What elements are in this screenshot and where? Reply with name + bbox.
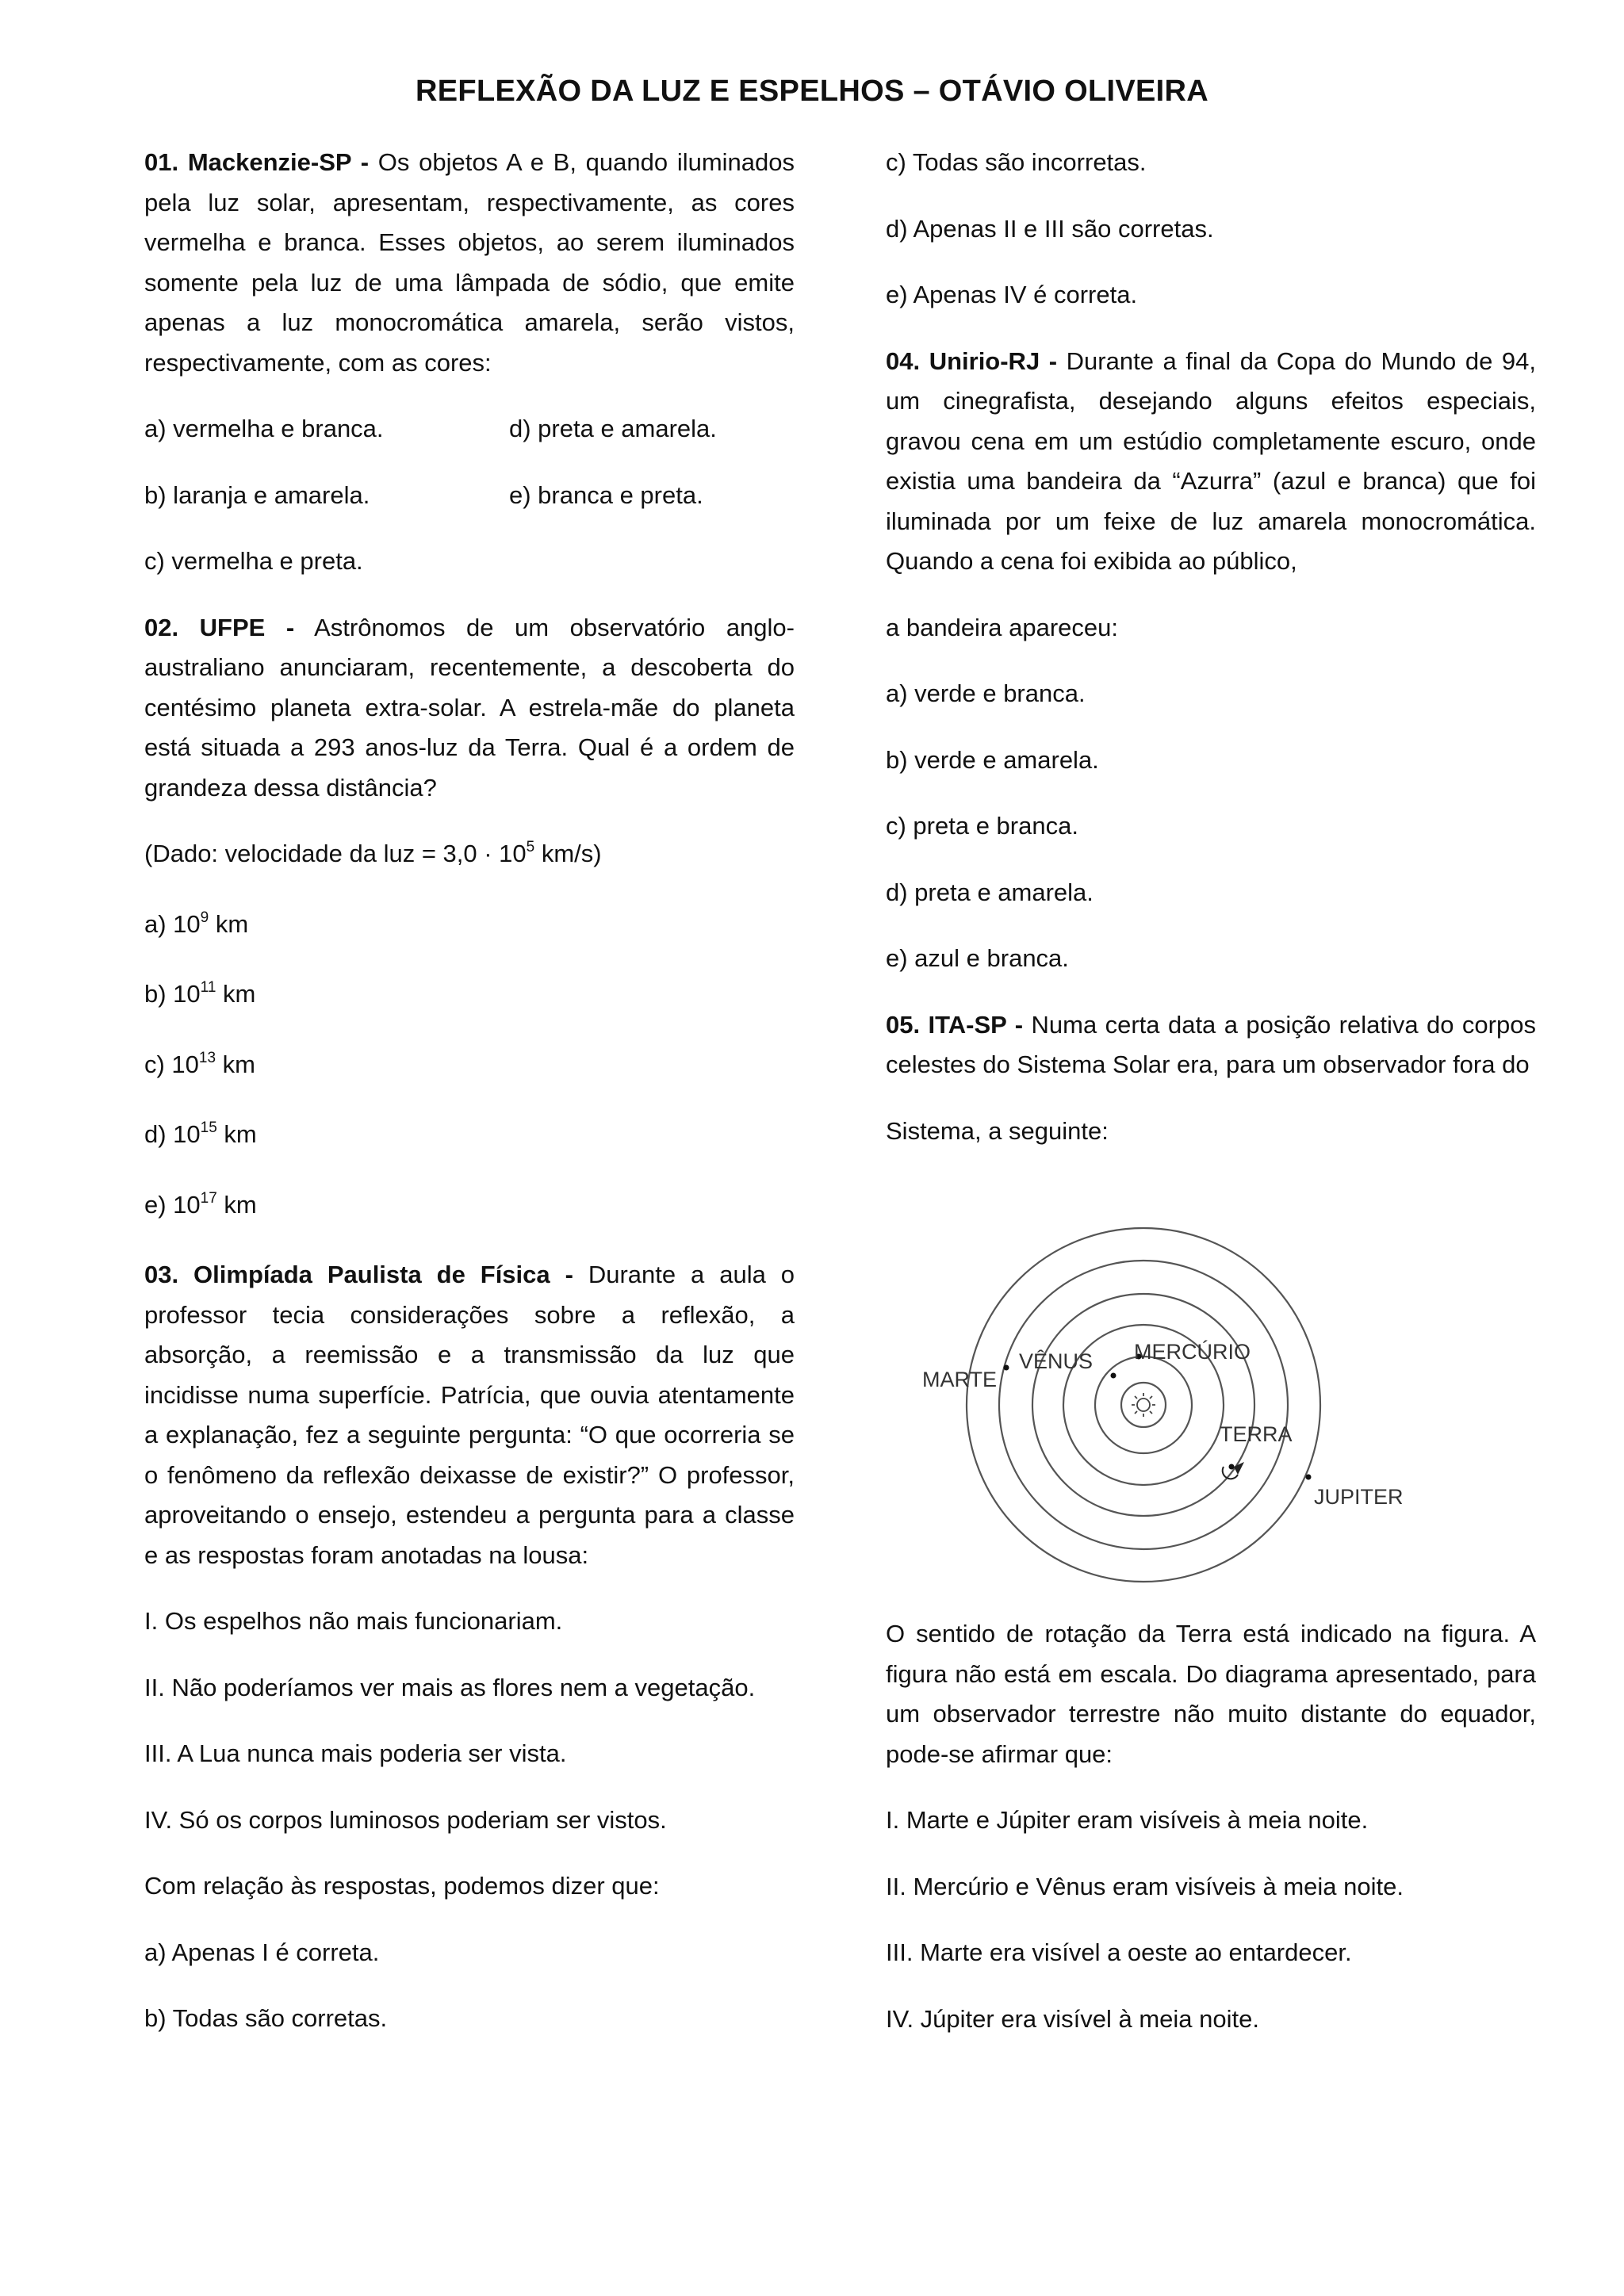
question-number: 04. (886, 346, 921, 375)
statement-4: IV. Só os corpos luminosos poderiam ser vistos. (144, 1805, 667, 1834)
question-number: 05. (886, 1010, 921, 1039)
orbit-mercury (1095, 1357, 1192, 1453)
option-row (144, 409, 795, 450)
question-text: Durante a aula o professor tecia considerações sobre a reflexão, a absorção, a reemissão e a transmissão da luz que incidisse numa superfície. Patrícia, que ouvia atentamente a explanação, fez a seguinte pergunta: “O que ocorreria se o fenômeno da reflexão deixasse de existir?” O professor, aproveitando o ensejo, estendeu a pergunta para a classe e as respostas foram anotadas na lousa: (144, 1261, 795, 1569)
exponent: 5 (526, 839, 535, 855)
left-column (144, 143, 795, 2039)
label-venus: VÊNUS (1019, 1349, 1094, 1373)
question-number: 03. (144, 1261, 179, 1288)
given-unit: km/s) (534, 840, 602, 867)
orbit-mars (999, 1261, 1288, 1549)
right-column-lower (886, 1614, 1536, 2039)
question-source: Mackenzie-SP - (187, 148, 370, 176)
question-1 (144, 143, 795, 383)
question-text: Numa certa data a posição relativa do corpos celestes do Sistema Solar era, para um observador fora do (886, 1010, 1536, 1078)
question-source: UFPE - (199, 613, 295, 641)
option-b: b) Todas são corretas. (144, 2004, 388, 2032)
given-data (144, 834, 795, 878)
question-number: 02. (144, 613, 179, 641)
page-title: REFLEXÃO DA LUZ E ESPELHOS – OTÁVIO OLIVEIRA (416, 75, 1208, 108)
question-source: Olimpíada Paulista de Física - (193, 1261, 573, 1288)
question-text: Astrônomos de um observatório anglo-australiano anunciaram, recentemente, a descoberta do centésimo planeta extra-solar. A estrela-mãe do planeta está situada a 293 anos-luz da Terra. Qual é a ordem de grandeza dessa distância? (144, 613, 795, 802)
question-5 (886, 1005, 1536, 1085)
statement-2: II. Não poderíamos ver mais as flores nem a vegetação. (144, 1673, 756, 1701)
orbit-earth (1032, 1294, 1254, 1516)
solar-system-diagram (916, 1221, 1423, 1594)
question-text: Os objetos A e B, quando iluminados pela luz solar, apresentam, respectivamente, as cores vermelha e branca. Esses objetos, ao serem iluminados somente pela luz de uma lâmpada de sódio, que emite apenas a luz monocromática amarela, serão vistos, respectivamente, com as cores: (144, 148, 795, 377)
statement-1: I. Os espelhos não mais funcionariam. (144, 1607, 563, 1635)
label-jupiter: JUPITER (1314, 1485, 1404, 1509)
option-c: c) vermelha e preta. (144, 547, 363, 575)
earth-dot (1229, 1464, 1235, 1470)
option-e: e) azul e branca. (886, 944, 1069, 972)
statement-3: III. A Lua nunca mais poderia ser vista. (144, 1739, 567, 1767)
option-b: b) laranja e amarela. (144, 480, 370, 509)
option-c: c) $10^{13}$ km (144, 1049, 255, 1078)
option-e: e) Apenas IV é correta. (886, 281, 1138, 308)
option-d: d) Apenas II e III são corretas. (886, 214, 1214, 243)
orbit-inner (1121, 1383, 1166, 1427)
solar-system-figure (916, 1221, 1423, 1594)
venus-dot (1111, 1373, 1116, 1379)
statement-1: I. Marte e Júpiter eram visíveis à meia noite. (886, 1806, 1369, 1834)
given-text: (Dado: velocidade da luz = 3,0 · 10 (144, 840, 527, 867)
option-a: a) vermelha e branca. (144, 415, 384, 442)
label-earth: TERRA (1220, 1422, 1293, 1446)
option-b: b) verde e amarela. (886, 745, 1099, 774)
question-text-continued: O sentido de rotação da Terra está indicado na figura. A figura não está em escala. Do diagrama apresentado, para um observador terrestre não muito distante do equador, pode-se afirmar que: (886, 1620, 1536, 1768)
option-d: d) preta e amarela. (509, 415, 717, 442)
question-2 (144, 608, 795, 809)
statement-3: III. Marte era visível a oeste ao entardecer. (886, 1938, 1352, 1966)
question-4 (886, 342, 1536, 582)
option-b: b) $10^{11}$ km (144, 979, 256, 1008)
statement-2: II. Mercúrio e Vênus eram visíveis à meia noite. (886, 1872, 1404, 1900)
question-text: Durante a final da Copa do Mundo de 94, um cinegrafista, desejando alguns efeitos especiais, gravou cena em um estúdio completamente escuro, onde existia uma bandeira da “Azurra” (azul e branca) que foi iluminada por um feixe de luz amarela monocromática. Quando a cena foi exibida ao público, (886, 346, 1537, 575)
orbit-jupiter (967, 1228, 1320, 1582)
question-text-continued: a bandeira apareceu: (886, 613, 1119, 641)
right-column (886, 143, 1536, 1151)
question-source: ITA-SP - (928, 1010, 1024, 1039)
mars-dot (1004, 1365, 1009, 1371)
option-d: d) $10^{15}$ km (144, 1119, 257, 1148)
option-a: a) Apenas I é correta. (144, 1938, 380, 1966)
label-mars: MARTE (922, 1368, 998, 1391)
label-mercury: MERCÚRIO (1134, 1340, 1251, 1364)
option-e: e) branca e preta. (509, 480, 703, 509)
statement-4: IV. Júpiter era visível à meia noite. (886, 2004, 1259, 2033)
option-a: a) verde e branca. (886, 679, 1086, 707)
option-c: c) Todas são incorretas. (886, 148, 1147, 176)
question-number: 01. (144, 148, 179, 176)
jupiter-dot (1306, 1475, 1312, 1480)
option-a: a) $10^9$ km (144, 909, 249, 938)
sun-icon (1132, 1393, 1155, 1417)
option-d: d) preta e amarela. (886, 878, 1094, 906)
question-3 (144, 1255, 795, 1575)
question-source: Unirio-RJ - (929, 346, 1058, 375)
question-prompt: Com relação às respostas, podemos dizer que: (144, 1872, 660, 1900)
option-row (144, 476, 795, 516)
option-c: c) preta e branca. (886, 812, 1078, 840)
option-e: e) $10^{17}$ km (144, 1189, 257, 1219)
question-text-continued: Sistema, a seguinte: (886, 1116, 1109, 1145)
